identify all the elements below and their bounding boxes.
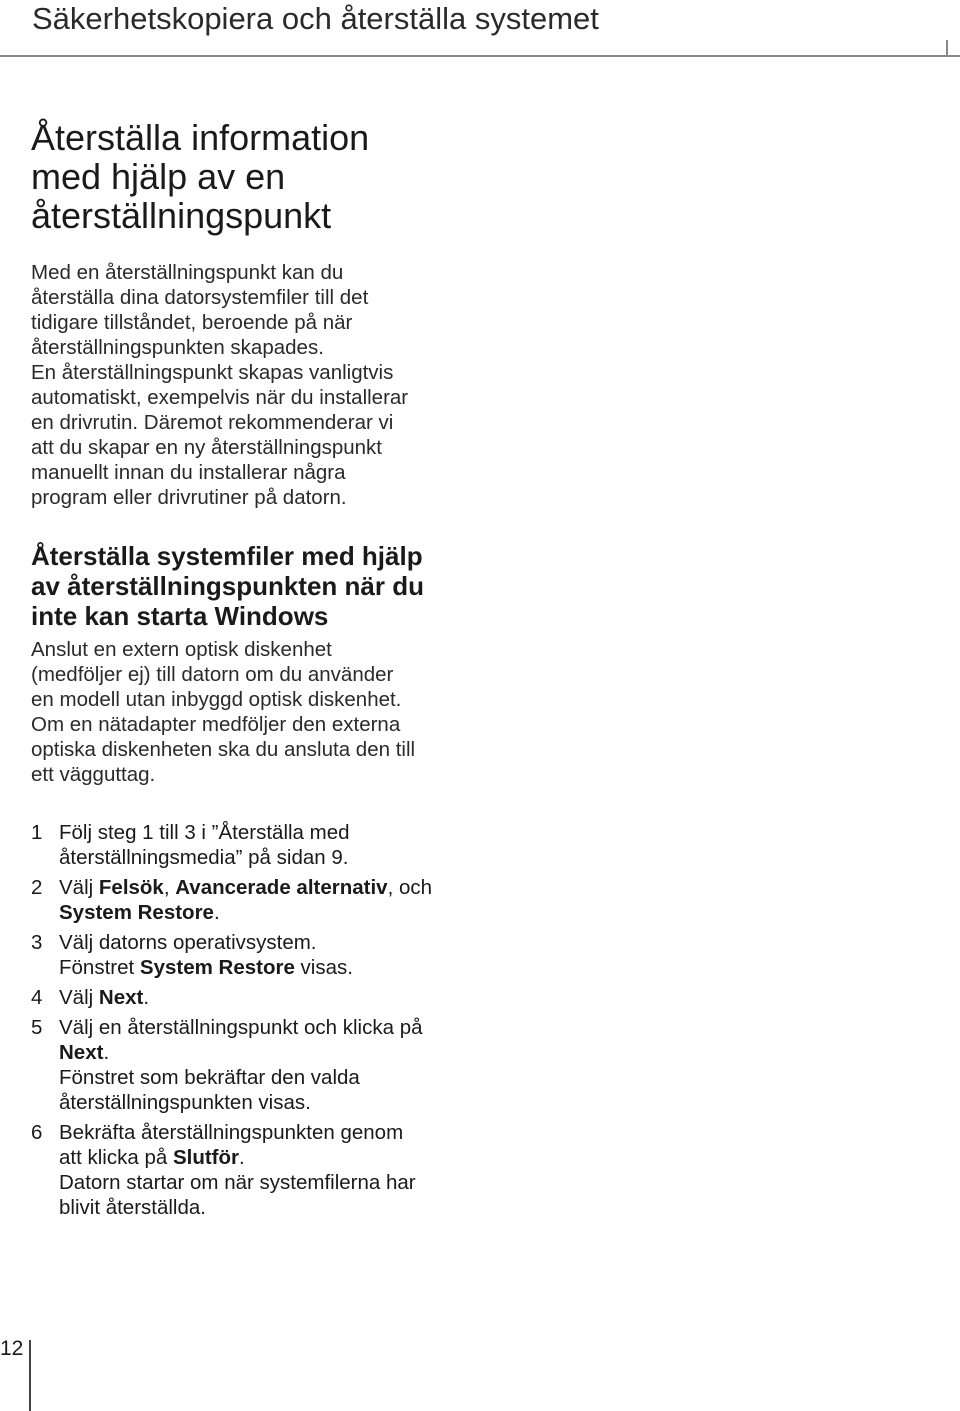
intro-line: En återställningspunkt skapas vanligtvis xyxy=(31,361,394,384)
section-heading xyxy=(31,541,501,631)
ui-term: Slutför xyxy=(172,1146,239,1169)
intro-line: en drivrutin. Däremot rekommenderar vi xyxy=(31,411,394,434)
step-line: Fönstret som bekräftar den valda xyxy=(59,1066,360,1089)
step-line: Följ steg 1 till 3 i ”Återställa med xyxy=(59,821,350,844)
steps-list xyxy=(31,820,501,1225)
section-line: en modell utan inbyggd optisk diskenhet. xyxy=(31,688,402,711)
step-item xyxy=(31,820,501,870)
step-line: Next. xyxy=(59,1041,110,1064)
step-line: Välj Next. xyxy=(59,986,150,1009)
page-number: 12 xyxy=(0,1337,24,1360)
step-line: återställningspunkten visas. xyxy=(59,1091,311,1114)
step-number: 4 xyxy=(31,986,43,1009)
step-line: att klicka på Slutför. xyxy=(59,1146,245,1169)
step-line: System Restore. xyxy=(59,901,220,924)
step-line: återställningsmedia” på sidan 9. xyxy=(59,846,349,869)
step-item xyxy=(31,930,501,980)
step-text xyxy=(59,820,501,870)
intro-line: Med en återställningspunkt kan du xyxy=(31,261,344,284)
step-item xyxy=(31,985,501,1010)
ui-term: Felsök xyxy=(98,876,164,899)
step-number: 5 xyxy=(31,1016,43,1039)
page-title-line: med hjälp av en xyxy=(31,156,286,197)
section-line: Om en nätadapter medföljer den externa xyxy=(31,713,401,736)
section-heading-line: Återställa systemfiler med hjälp xyxy=(31,541,423,571)
section-line: (medföljer ej) till datorn om du använder xyxy=(31,663,394,686)
step-text xyxy=(59,930,501,980)
step-item xyxy=(31,875,501,925)
step-line: Datorn startar om när systemfilerna har xyxy=(59,1171,416,1194)
step-text xyxy=(59,1120,501,1220)
intro-line: program eller drivrutiner på datorn. xyxy=(31,486,347,509)
intro-line: återställningspunkten skapades. xyxy=(31,336,324,359)
page-title-line: Återställa information xyxy=(31,117,370,158)
step-number: 2 xyxy=(31,876,43,899)
step-text xyxy=(59,985,501,1010)
intro-line: manuellt innan du installerar några xyxy=(31,461,346,484)
footer-rule xyxy=(29,1340,31,1411)
step-line: Välj en återställningspunkt och klicka på xyxy=(59,1016,423,1039)
step-text xyxy=(59,875,501,925)
step-line: Välj datorns operativsystem. xyxy=(59,931,317,954)
ui-term: System Restore xyxy=(139,956,295,979)
section-line: optiska diskenheten ska du ansluta den till xyxy=(31,738,416,761)
step-line: Bekräfta återställningspunkten genom xyxy=(59,1121,404,1144)
running-header: Säkerhetskopiera och återställa systemet xyxy=(32,1,599,36)
section-paragraph xyxy=(31,637,501,787)
step-line: Välj Felsök, Avancerade alternativ, och xyxy=(59,876,433,899)
intro-line: återställa dina datorsystemfiler till det xyxy=(31,286,369,309)
step-text xyxy=(59,1015,501,1115)
ui-term: Avancerade alternativ xyxy=(175,876,388,899)
section-line: Anslut en extern optisk diskenhet xyxy=(31,638,332,661)
intro-line: automatiskt, exempelvis när du installerar xyxy=(31,386,409,409)
section-heading-line: av återställningspunkten när du xyxy=(31,571,424,601)
step-line: blivit återställda. xyxy=(59,1196,206,1219)
page-title xyxy=(31,118,591,235)
header-rule-tick xyxy=(946,40,948,56)
ui-term: Next xyxy=(98,986,144,1009)
step-number: 6 xyxy=(31,1121,43,1144)
section-heading-line: inte kan starta Windows xyxy=(31,601,329,631)
section-line: ett vägguttag. xyxy=(31,763,156,786)
step-item xyxy=(31,1015,501,1115)
page-title-line: återställningspunkt xyxy=(31,195,332,236)
step-line: Fönstret System Restore visas. xyxy=(59,956,353,979)
ui-term: System Restore xyxy=(59,901,214,924)
header-rule xyxy=(0,55,960,57)
step-number: 1 xyxy=(31,821,43,844)
intro-line: att du skapar en ny återställningspunkt xyxy=(31,436,382,459)
intro-paragraph xyxy=(31,260,501,510)
ui-term: Next xyxy=(59,1041,104,1064)
step-item xyxy=(31,1120,501,1220)
step-number: 3 xyxy=(31,931,43,954)
intro-line: tidigare tillståndet, beroende på när xyxy=(31,311,353,334)
